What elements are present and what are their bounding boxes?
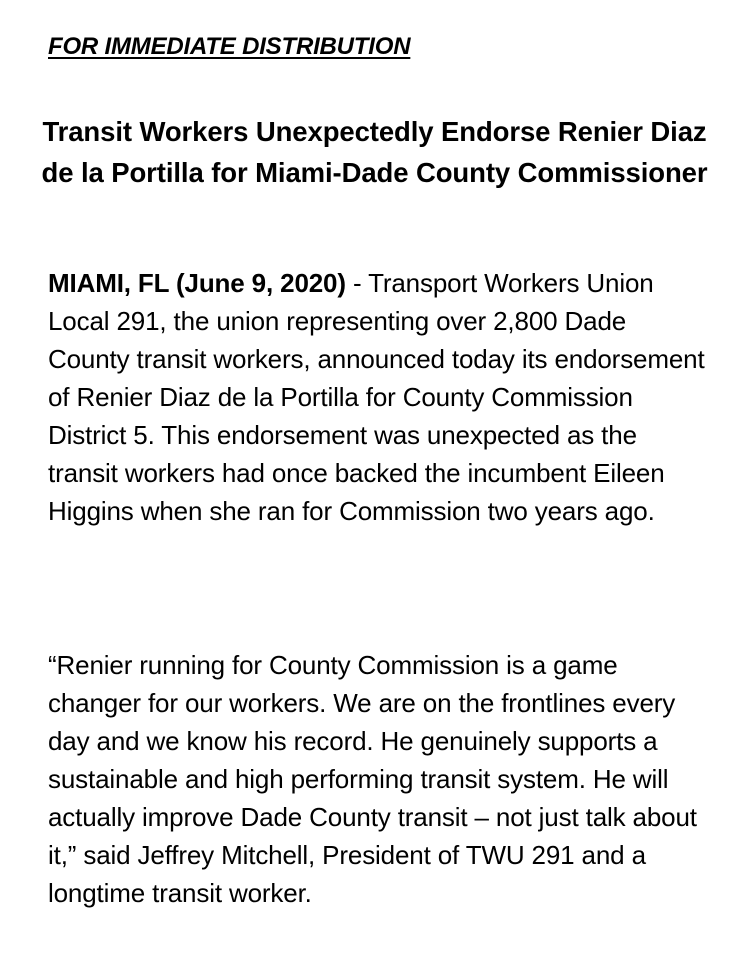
quote-paragraph: “Renier running for County Commission is a game changer for our workers. We are on the frontlines every day and we know his record. He genuinely supports a sustainable and high performing transit system. He will actually improve Dade County transit – not just talk about it,” said Jeffrey Mitchell, President of TWU 291 and a longtime transit worker. bbox=[48, 650, 697, 908]
press-release-headline: Transit Workers Unexpectedly Endorse Renier Diaz de la Portilla for Miami-Dade County Commissioner bbox=[41, 116, 708, 188]
dateline: MIAMI, FL (June 9, 2020) bbox=[48, 268, 346, 298]
distribution-notice: FOR IMMEDIATE DISTRIBUTION bbox=[48, 33, 411, 60]
lead-paragraph-text: - Transport Workers Union Local 291, the union representing over 2,800 Dade County transit workers, announced today its endorsement of Renier Diaz de la Portilla for County Commission District 5. This endorsement was unexpected as the transit workers had once backed the incumbent Eileen Higgins when she ran for Commission two years ago. bbox=[48, 268, 705, 526]
lead-paragraph bbox=[48, 264, 709, 530]
